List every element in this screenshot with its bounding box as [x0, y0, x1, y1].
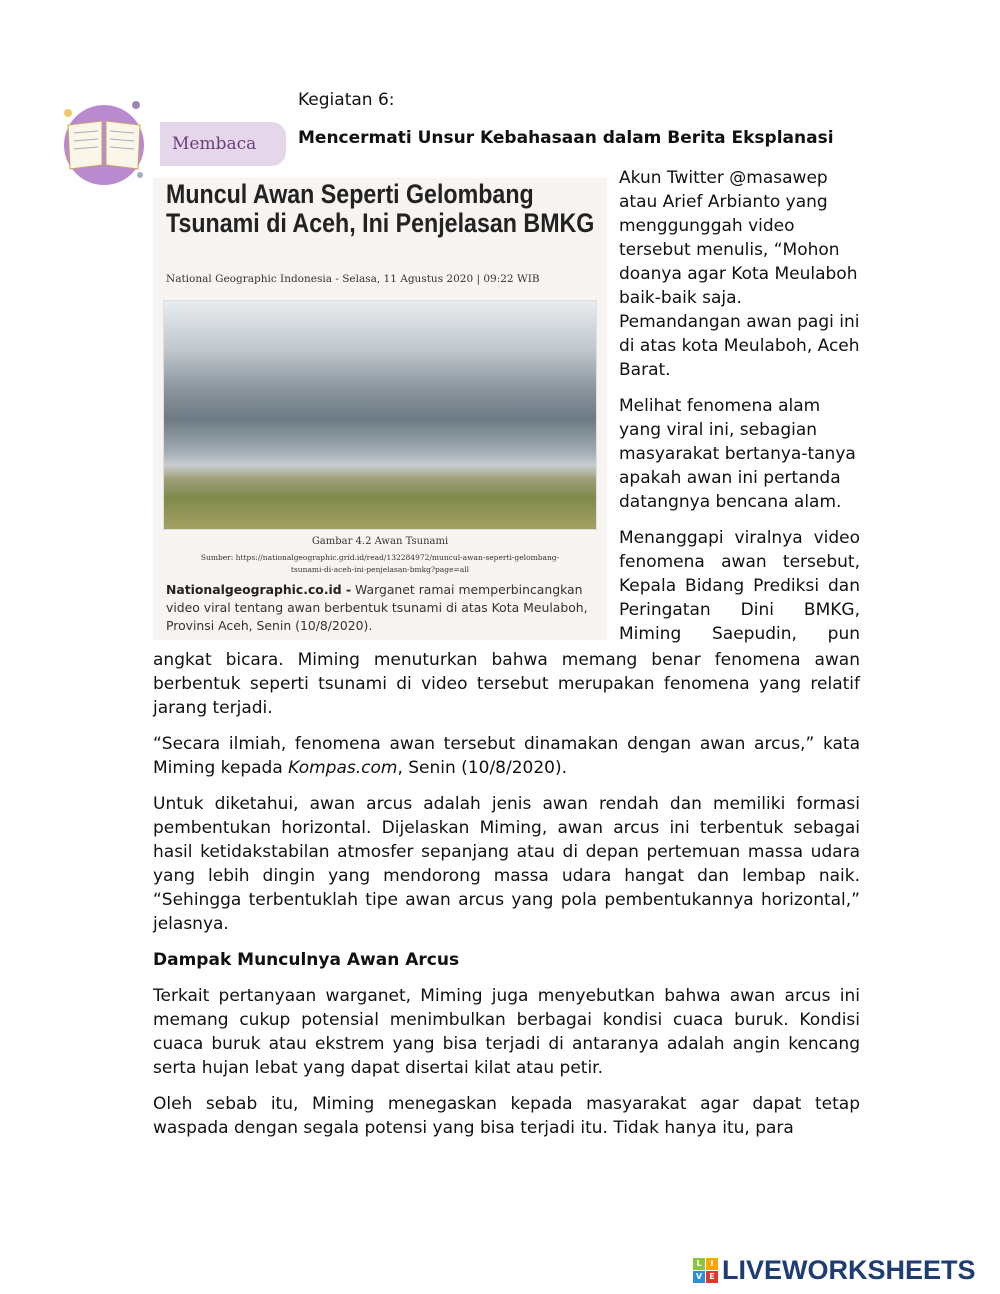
clipping-lead: [166, 581, 596, 635]
lead-text: Warganet ramai memperbincangkan video viral tentang awan berbentuk tsunami di atas Kota Meulaboh, Provinsi Aceh, Senin (10/8/2020).: [166, 582, 588, 633]
subheading: Dampak Munculnya Awan Arcus: [153, 950, 460, 970]
paragraph: [153, 732, 860, 780]
badge-letter: I: [706, 1258, 718, 1270]
open-book-icon: [60, 95, 150, 190]
paragraph: Akun Twitter @masawep atau Arief Arbianto yang menggunggah video tersebut menulis, “Mohon doanya agar Kota Meulaboh baik-baik saja. Pemandangan awan pagi ini di atas kota Meulaboh, Aceh Barat.: [619, 168, 860, 380]
paragraph: Melihat fenomena alam yang viral ini, sebagian masyarakat bertanya-tanya apakah awan ini pertanda datangnya bencana alam.: [619, 396, 856, 512]
lead-source: Nationalgeographic.co.id -: [166, 582, 352, 597]
figure-caption: Gambar 4.2 Awan Tsunami: [311, 536, 449, 547]
paragraph: Oleh sebab itu, Miming menegaskan kepada masyarakat agar dapat tetap waspada dengan segala potensi yang bisa terjadi itu. Tidak hanya itu, para: [153, 1094, 860, 1138]
paragraph: Untuk diketahui, awan arcus adalah jenis awan rendah dan memiliki formasi pembentukan horizontal. Dijelaskan Miming, awan arcus ini terbentuk sebagai hasil ketidakstabilan atmosfer sepanjang atau di depan pertemuan massa udara yang lebih dingin yang mendorong massa udara hangat dan lembap naik. “Sehingga terbentuklah tipe awan arcus yang pola pembentukannya horizontal,” jelasnya.: [153, 794, 860, 934]
article-body: [153, 648, 860, 1152]
paragraph: Menanggapi viralnya video fenomena awan tersebut, Kepala Bidang Prediksi dan Peringatan Dini BMKG, Miming Saepudin, pun: [619, 528, 860, 644]
activity-title: Mencermati Unsur Kebahasaan dalam Berita Eksplanasi: [298, 128, 834, 148]
badge-letter: E: [706, 1271, 718, 1283]
membaca-tab: Membaca: [160, 122, 286, 166]
text: “Secara ilmiah, fenomena awan tersebut dinamakan dengan awan arcus,” kata Miming kepada: [153, 734, 860, 778]
clipping-meta: National Geographic Indonesia - Selasa, 11 Agustus 2020 | 09:22 WIB: [166, 273, 540, 285]
text: , Senin (10/8/2020).: [397, 758, 568, 778]
live-badge-icon: [693, 1258, 718, 1283]
news-clipping: [153, 178, 607, 640]
right-column: [619, 166, 860, 658]
brand-name: LIVEWORKSHEETS: [722, 1255, 976, 1285]
paragraph: Terkait pertanyaan warganet, Miming juga menyebutkan bahwa awan arcus ini memang cukup potensial menimbulkan berbagai kondisi cuaca buruk. Kondisi cuaca buruk atau ekstrem yang bisa terjadi di antaranya adalah angin kencang serta hujan lebat yang dapat disertai kilat atau petir.: [153, 986, 860, 1078]
paragraph: angkat bicara. Miming menuturkan bahwa memang benar fenomena awan berbentuk seperti tsunami di video tersebut merupakan fenomena yang relatif jarang terjadi.: [153, 650, 860, 718]
arcus-cloud-photo: [163, 300, 597, 530]
badge-letter: V: [693, 1271, 705, 1283]
clipping-headline: Muncul Awan Seperti Gelombang Tsunami di Aceh, Ini Penjelasan BMKG: [166, 179, 595, 238]
activity-label: Kegiatan 6:: [298, 90, 395, 110]
kompas-reference: Kompas.com: [288, 758, 398, 778]
figure-source: Sumber: https://nationalgeographic.grid.id/read/132284972/muncul-awan-seperti-gelombang-tsunami-di-aceh-ini-penjelasan-bmkg?page=all: [200, 553, 560, 574]
badge-letter: L: [693, 1258, 705, 1270]
liveworksheets-logo: [693, 1255, 976, 1286]
